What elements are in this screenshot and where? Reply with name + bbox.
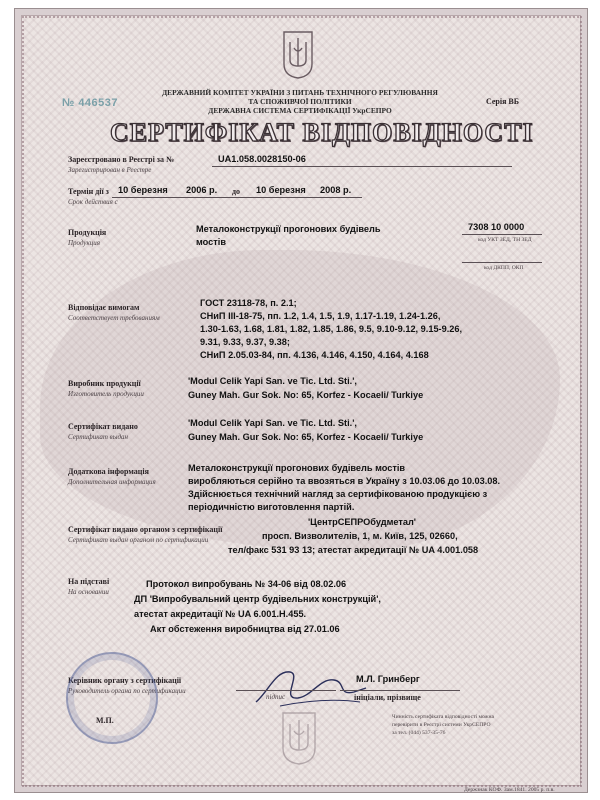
manufacturer-line-1: 'Modul Celik Yapi San. ve Tic. Ltd. Sti.', [188, 376, 357, 386]
trident-emblem-icon [282, 30, 314, 80]
issuer-accreditation: тел/факс 531 93 13; атестат акредитації № UA 4.001.058 [228, 545, 479, 555]
header-line-1: ДЕРЖАВНИЙ КОМІТЕТ УКРАЇНИ З ПИТАНЬ ТЕХНІЧНОГО РЕГУЛЮВАННЯ [162, 88, 438, 97]
product-line-2: мостів [196, 237, 226, 247]
basis-label: На підставі [68, 577, 110, 586]
additional-info-line: періодичністю виготовлення партій. [188, 502, 355, 512]
registration-number: UA1.058.0028150-06 [218, 154, 306, 164]
footer-note-3: за тел. (044) 537-35-76 [392, 730, 446, 736]
basis-line: ДП 'Випробувальний центр будівельних конструкцій', [134, 594, 381, 604]
requirements-label: Відповідає вимогам [68, 303, 140, 312]
footer-note-2: перевірити в Реєстрі системи УкрСЕПРО [392, 722, 491, 728]
issued-to-label: Сертифікат видано [68, 422, 138, 431]
basis-line: Протокол випробувань № 34-06 від 08.02.06 [146, 579, 347, 589]
additional-info-line: Здійснюється технічний нагляд за сертифікованою продукцією з [188, 489, 488, 499]
requirement-line: СНиП 2.05.03-84, пп. 4.136, 4.146, 4.150, 4.164, 4.168 [200, 350, 429, 360]
requirement-line: 9.31, 9.33, 9.37, 9.38; [200, 337, 290, 347]
issued-to-label-ru: Сертификат выдан [68, 433, 128, 441]
manufacturer-label-ru: Изготовитель продукции [68, 390, 144, 398]
issuer-address: просп. Визволителів, 1, м. Київ, 125, 02660, [262, 531, 458, 541]
series-label: Серія ВБ [486, 97, 520, 106]
product-code-note: код УКТ ЗЕД, ТН ЗЕД [478, 237, 532, 243]
validity-to-label: до [232, 187, 241, 196]
basis-label-ru: На основании [68, 588, 109, 596]
requirement-line: ГОСТ 23118-78, п. 2.1; [200, 298, 297, 308]
registered-label: Зареєстровано в Реєстрі за № [68, 155, 175, 164]
basis-line: Акт обстеження виробництва від 27.01.06 [150, 624, 340, 634]
validity-from: 10 березня [118, 185, 168, 195]
issuer-label: Сертифікат видано органом з сертифікації [68, 525, 223, 534]
footer-note-1: Чинність сертифіката відповідності можна [392, 714, 495, 720]
additional-info-line: Металоконструкції прогонових будівель мостів [188, 463, 406, 473]
product-label-ru: Продукция [68, 239, 101, 247]
registered-label-ru: Зарегистрирован в Реестре [68, 166, 152, 174]
head-label: Керівник органу з сертифікації [68, 676, 182, 685]
validity-to-year: 2008 р. [320, 185, 352, 195]
head-label-ru: Руководитель органа по сертификации [68, 687, 186, 695]
manufacturer-line-2: Guney Mah. Gur Sok. No: 65, Korfez - Kocaeli/ Turkiye [188, 390, 424, 400]
certificate-title: СЕРТИФІКАТ ВІДПОВІДНОСТІ [110, 118, 534, 147]
header-line-2: ТА СПОЖИВЧОЇ ПОЛІТИКИ [248, 97, 352, 106]
additional-info-label-ru: Дополнительная информация [68, 478, 156, 486]
validity-to: 10 березня [256, 185, 306, 195]
stamp-place-label: М.П. [96, 716, 114, 725]
validity-label: Термін дії з [68, 187, 109, 196]
signature-label: підпис [266, 693, 286, 701]
requirement-line: 1.30-1.63, 1.68, 1.81, 1.82, 1.85, 1.86, 9.5, 9.10-9.12, 9.15-9.26, [200, 324, 463, 334]
issuer-name: 'ЦентрСЕПРОбудметал' [308, 517, 416, 527]
issuer-label-ru: Сертификат выдан органом по сертификации [68, 536, 209, 544]
validity-label-ru: Срок действия с [68, 198, 118, 206]
additional-info-line: виробляються серійно та ввозяться в Україну з 10.03.06 до 10.03.08. [188, 476, 501, 486]
trident-watermark-icon [280, 710, 318, 766]
signatory-name: М.Л. Гринберг [356, 674, 420, 684]
product-label: Продукція [68, 228, 107, 237]
handwritten-signature [250, 662, 370, 712]
validity-from-year: 2006 р. [186, 185, 218, 195]
signatory-name-label: ініціали, прізвище [354, 693, 421, 702]
header-line-3: ДЕРЖАВНА СИСТЕМА СЕРТИФІКАЦІЇ УкрСЕПРО [208, 106, 392, 115]
product-code-note-2: код ДКПП, ОКП [484, 265, 524, 271]
basis-line: атестат акредитації № UA 6.001.Н.455. [134, 609, 307, 619]
product-code: 7308 10 0000 [468, 222, 525, 232]
issued-to-line-2: Guney Mah. Gur Sok. No: 65, Korfez - Kocaeli/ Turkiye [188, 432, 424, 442]
requirements-label-ru: Соответствует требованиям [68, 314, 160, 322]
additional-info-label: Додаткова інформація [68, 467, 149, 476]
issued-to-line-1: 'Modul Celik Yapi San. ve Tic. Ltd. Sti.', [188, 418, 357, 428]
serial-number: № 446537 [62, 97, 119, 109]
print-imprint: Держзнак КОФ. Зам.1841. 2005 р. п.в. [464, 787, 555, 793]
requirement-line: СНиП III-18-75, пп. 1.2, 1.4, 1.5, 1.9, 1.17-1.19, 1.24-1.26, [200, 311, 441, 321]
seal-stamp [66, 652, 158, 744]
product-line-1: Металоконструкції прогонових будівель [196, 224, 381, 234]
manufacturer-label: Виробник продукції [68, 379, 141, 388]
